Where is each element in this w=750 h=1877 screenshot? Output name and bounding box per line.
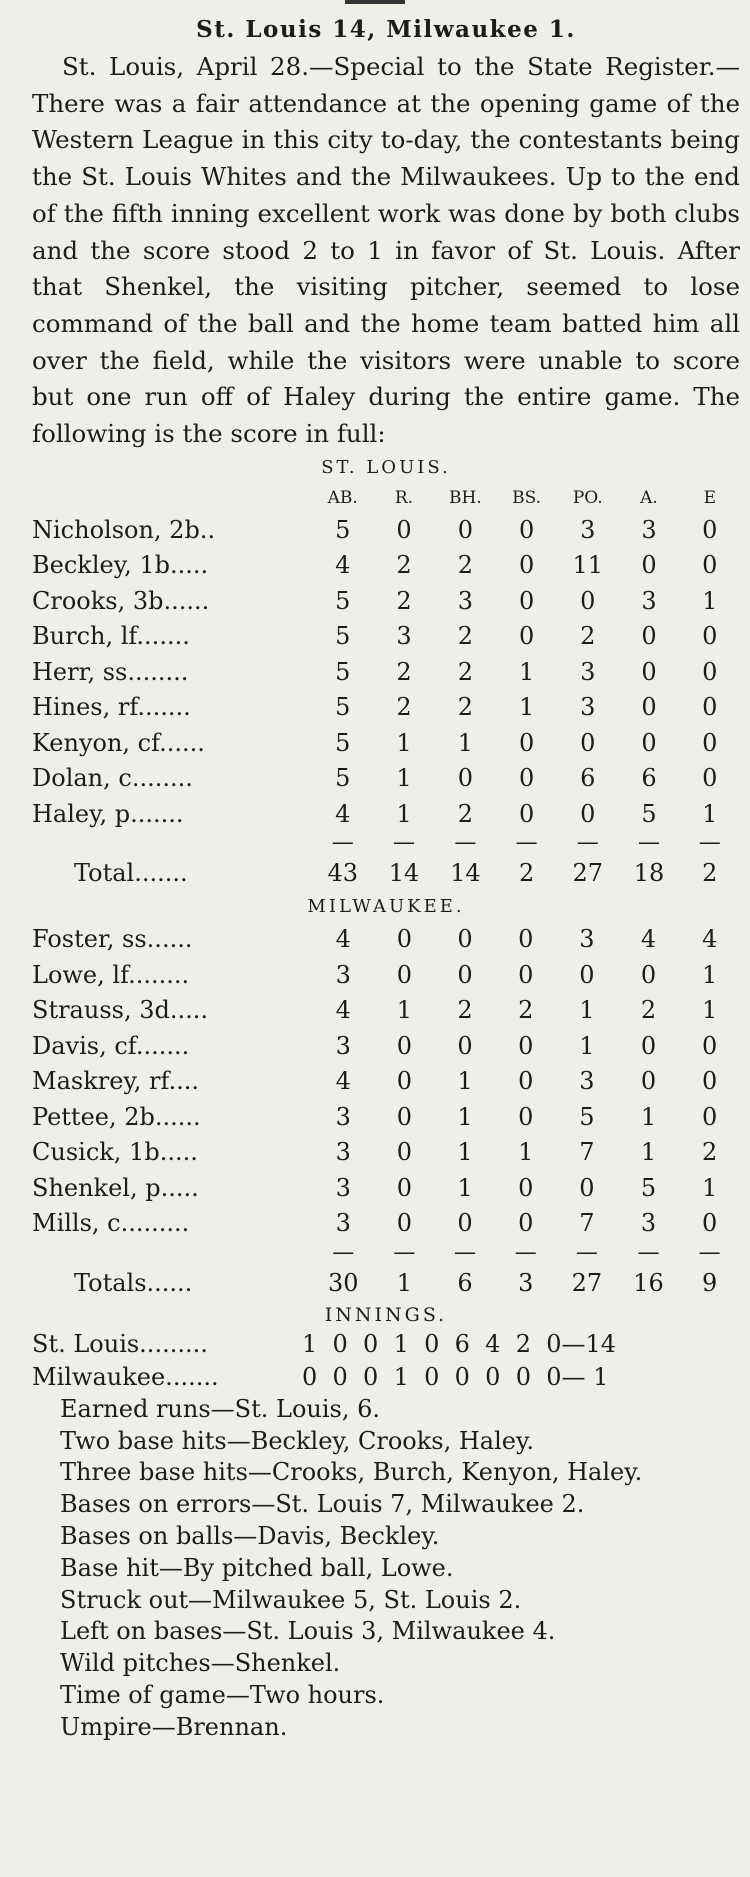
player-row	[32, 1206, 740, 1242]
player-name: Foster, ss......	[32, 925, 193, 954]
total-row	[32, 1264, 740, 1302]
stat-po: 7	[579, 1138, 595, 1167]
player-name: Davis, cf.......	[32, 1031, 190, 1060]
stat-e: 0	[702, 728, 718, 757]
stat-bs: 2	[518, 859, 535, 888]
summary-line: Base hit—By pitched ball, Lowe.	[60, 1553, 454, 1582]
stat-po: 0	[580, 586, 596, 615]
innings-team: Milwaukee.......	[32, 1362, 219, 1391]
stat-bh: 2	[457, 622, 473, 651]
stat-r: 0	[396, 925, 412, 954]
stat-po: 0	[579, 960, 595, 989]
dash-rule: —	[332, 1239, 355, 1265]
player-name: Lowe, lf........	[32, 960, 190, 989]
stat-bh: 1	[457, 1102, 473, 1131]
stat-e: 1	[702, 586, 718, 615]
stat-a: 3	[641, 586, 657, 615]
player-name: Haley, p.......	[32, 799, 184, 828]
player-row	[32, 548, 740, 584]
stat-r: 2	[396, 693, 412, 722]
stat-e: 2	[702, 859, 718, 888]
stat-bs: 0	[518, 551, 535, 580]
dash-rule: —	[331, 830, 354, 856]
stat-e: 1	[701, 1173, 718, 1202]
stat-a: 1	[640, 1138, 657, 1167]
innings-scores: 0 0 0 1 0 0 0 0 0— 1	[302, 1362, 609, 1391]
stat-ab: 3	[335, 1031, 351, 1060]
stat-r: 0	[396, 1138, 412, 1167]
stat-ab: 5	[335, 764, 351, 793]
stat-r: 1	[396, 996, 412, 1025]
stat-ab: 5	[335, 728, 351, 757]
stat-a: 0	[640, 1067, 657, 1096]
stat-e: 0	[701, 1102, 718, 1131]
summary-line: Bases on balls—Davis, Beckley.	[60, 1521, 440, 1550]
summary-line: Left on bases—St. Louis 3, Milwaukee 4.	[60, 1617, 556, 1646]
stat-bh: 2	[457, 551, 473, 580]
innings-scores: 1 0 0 1 0 6 4 2 0—14	[302, 1329, 617, 1358]
player-row	[32, 655, 740, 691]
innings-row	[32, 1361, 740, 1394]
stat-po: 3	[579, 1067, 595, 1096]
milwaukee-box-score	[32, 922, 740, 1302]
stat-ab: 3	[335, 1209, 351, 1238]
stat-a: 0	[641, 693, 657, 722]
stat-r: 2	[396, 657, 412, 686]
st-louis-box-score	[32, 483, 740, 893]
summary-line: Bases on errors—St. Louis 7, Milwaukee 2.	[60, 1490, 585, 1519]
total-label: Totals......	[74, 1268, 193, 1297]
stat-a: 5	[641, 799, 657, 828]
innings-heading: INNINGS.	[324, 1303, 448, 1326]
stat-a: 0	[641, 622, 657, 651]
innings-row	[32, 1328, 740, 1361]
stat-bh: 0	[457, 1209, 473, 1238]
stat-e: 2	[701, 1138, 718, 1167]
player-row	[32, 1029, 740, 1065]
col-po: PO.	[572, 487, 603, 508]
stat-bs: 0	[518, 1067, 534, 1096]
stat-r: 1	[396, 799, 412, 828]
col-e: E	[703, 487, 717, 508]
dash-rule: —	[575, 1239, 598, 1265]
summary-line: Struck out—Milwaukee 5, St. Louis 2.	[60, 1585, 522, 1614]
stat-bs: 0	[518, 960, 534, 989]
stat-a: 3	[640, 1209, 657, 1238]
stat-bh: 0	[457, 764, 473, 793]
stat-ab: 3	[335, 1138, 351, 1167]
innings-team: St. Louis.........	[32, 1329, 208, 1358]
stat-po: 3	[580, 693, 596, 722]
stat-r: 0	[396, 1031, 412, 1060]
stat-r: 2	[396, 586, 412, 615]
stat-ab: 4	[335, 996, 351, 1025]
stat-ab: 30	[327, 1268, 359, 1297]
stat-po: 0	[579, 1173, 595, 1202]
stat-e: 0	[702, 657, 718, 686]
stat-bh: 2	[457, 657, 473, 686]
stat-po: 1	[579, 996, 595, 1025]
stat-a: 0	[641, 728, 657, 757]
top-rule	[345, 0, 405, 4]
stat-bh: 0	[457, 925, 473, 954]
stat-r: 0	[396, 1173, 412, 1202]
player-name: Strauss, 3d.....	[32, 996, 208, 1025]
stat-a: 6	[641, 764, 657, 793]
stat-r: 1	[396, 728, 412, 757]
stat-po: 5	[579, 1102, 595, 1131]
stat-a: 0	[641, 657, 657, 686]
player-name: Burch, lf.......	[32, 622, 190, 651]
player-name: Kenyon, cf......	[32, 728, 205, 757]
stat-bs: 1	[518, 1138, 534, 1167]
st-louis-team-heading: ST. LOUIS.	[321, 456, 451, 478]
stat-bh: 1	[457, 728, 473, 757]
stat-bs: 0	[518, 1031, 534, 1060]
stat-ab: 3	[335, 1102, 351, 1131]
player-name: Dolan, c........	[32, 764, 193, 793]
stat-e: 1	[701, 996, 718, 1025]
summary-line: Earned runs—St. Louis, 6.	[60, 1394, 380, 1423]
stat-ab: 5	[335, 657, 351, 686]
stat-r: 14	[388, 859, 420, 888]
dash-rule: —	[393, 1239, 416, 1265]
stat-ab: 4	[335, 799, 351, 828]
player-name: Herr, ss........	[32, 657, 189, 686]
stat-ab: 5	[335, 693, 351, 722]
stat-ab: 4	[335, 925, 351, 954]
player-row	[32, 1064, 740, 1100]
player-name: Maskrey, rf....	[32, 1067, 200, 1096]
stat-r: 0	[396, 960, 412, 989]
stat-bs: 0	[518, 764, 535, 793]
player-row	[32, 584, 740, 620]
dash-rule: —	[637, 830, 660, 856]
stat-r: 0	[396, 1209, 412, 1238]
stat-bh: 0	[457, 515, 473, 544]
stat-ab: 3	[335, 960, 351, 989]
stat-bs: 1	[518, 693, 535, 722]
dash-rule: —	[392, 830, 415, 856]
stat-e: 0	[701, 1067, 718, 1096]
stat-po: 7	[579, 1209, 595, 1238]
stat-bh: 6	[457, 1268, 473, 1297]
stat-ab: 3	[335, 1173, 351, 1202]
player-name: Hines, rf.......	[32, 693, 191, 722]
total-rule-row	[32, 832, 740, 854]
stat-ab: 4	[335, 1067, 351, 1096]
story-paragraph	[32, 49, 740, 453]
column-header-row	[32, 483, 740, 513]
summary-line: Wild pitches—Shenkel.	[60, 1649, 341, 1678]
player-row	[32, 1135, 740, 1171]
total-row	[32, 854, 740, 892]
stat-a: 0	[641, 551, 657, 580]
stat-a: 1	[640, 1102, 657, 1131]
stat-bs: 0	[518, 622, 535, 651]
dash-rule: —	[454, 1239, 477, 1265]
stat-e: 0	[702, 622, 718, 651]
summary-line: Three base hits—Crooks, Burch, Kenyon, Haley.	[60, 1458, 643, 1487]
stat-e: 0	[701, 1209, 718, 1238]
stat-a: 4	[640, 925, 657, 954]
stat-po: 1	[579, 1031, 595, 1060]
stat-e: 1	[702, 799, 718, 828]
player-row	[32, 513, 740, 549]
dash-rule: —	[698, 1239, 721, 1265]
stat-ab: 43	[327, 859, 359, 888]
stat-r: 0	[396, 1102, 412, 1131]
stat-po: 2	[580, 622, 596, 651]
player-name: Cusick, 1b.....	[32, 1138, 198, 1167]
col-ab: AB.	[327, 487, 358, 508]
stat-e: 9	[701, 1268, 718, 1297]
stat-e: 0	[702, 515, 718, 544]
dash-rule: —	[454, 830, 477, 856]
stat-e: 1	[701, 960, 718, 989]
stat-bh: 3	[457, 586, 473, 615]
stat-bs: 0	[518, 728, 535, 757]
stat-po: 3	[579, 925, 595, 954]
stat-po: 27	[571, 1268, 603, 1297]
stat-bs: 0	[518, 1102, 534, 1131]
stat-r: 0	[396, 515, 412, 544]
stat-ab: 5	[335, 586, 351, 615]
story-text: St. Louis, April 28.—Special to the State Register.—There was a fair attendance at the opening game of the Western League in this city to-day, the contestants being the St. Louis Whites and the Milwaukees. Up to the end of the fifth inning excellent work was done by both clubs and the score stood 2 to 1 in favor of St. Louis. After that Shenkel, the visiting pitcher, seemed to lose command of the ball and the home team batted him all over the field, while the visitors were unable to score but one run off of Haley during the entire game. The following is the score in full:	[32, 52, 740, 449]
stat-e: 0	[702, 551, 718, 580]
stat-bh: 1	[457, 1067, 473, 1096]
stat-bs: 0	[518, 925, 534, 954]
stat-bh: 2	[457, 996, 473, 1025]
game-summary	[32, 1394, 740, 1744]
stat-e: 0	[702, 764, 718, 793]
milwaukee-team-heading: MILWAUKEE.	[307, 896, 465, 918]
total-label: Total.......	[74, 859, 188, 888]
dash-rule: —	[637, 1239, 660, 1265]
stat-po: 6	[580, 764, 596, 793]
stat-bh: 0	[457, 1031, 473, 1060]
stat-e: 0	[701, 1031, 718, 1060]
stat-bs: 0	[518, 1209, 534, 1238]
stat-a: 0	[640, 960, 657, 989]
player-row	[32, 690, 740, 726]
col-bh: BH.	[448, 487, 482, 508]
col-r: R.	[394, 487, 414, 508]
col-a: A.	[640, 487, 658, 508]
player-row	[32, 993, 740, 1029]
stat-a: 5	[640, 1173, 657, 1202]
stat-ab: 4	[335, 551, 351, 580]
stat-bs: 3	[518, 1268, 534, 1297]
player-row	[32, 958, 740, 994]
player-name: Mills, c.........	[32, 1209, 190, 1238]
stat-po: 11	[572, 551, 604, 580]
stat-bs: 2	[518, 996, 534, 1025]
stat-po: 27	[572, 859, 604, 888]
stat-bs: 0	[518, 586, 535, 615]
stat-bh: 0	[457, 960, 473, 989]
dash-rule: —	[514, 1239, 537, 1265]
player-row	[32, 1100, 740, 1136]
stat-bs: 0	[518, 1173, 534, 1202]
stat-po: 0	[580, 728, 596, 757]
player-row	[32, 1171, 740, 1207]
summary-line: Two base hits—Beckley, Crooks, Haley.	[60, 1426, 534, 1455]
stat-ab: 5	[335, 622, 351, 651]
stat-bs: 0	[518, 799, 535, 828]
player-row	[32, 726, 740, 762]
stat-a: 18	[633, 859, 665, 888]
player-row	[32, 922, 740, 958]
stat-bh: 2	[457, 799, 473, 828]
stat-r: 1	[396, 1268, 412, 1297]
stat-bh: 1	[457, 1138, 473, 1167]
player-row	[32, 797, 740, 833]
dash-rule: —	[515, 830, 538, 856]
player-row	[32, 619, 740, 655]
stat-bs: 1	[518, 657, 535, 686]
stat-bh: 2	[457, 693, 473, 722]
player-name: Shenkel, p.....	[32, 1173, 199, 1202]
stat-ab: 5	[335, 515, 351, 544]
dash-rule: —	[698, 830, 721, 856]
stat-po: 3	[580, 657, 596, 686]
stat-bh: 1	[457, 1173, 473, 1202]
stat-r: 0	[396, 1067, 412, 1096]
stat-a: 2	[640, 996, 657, 1025]
player-name: Pettee, 2b......	[32, 1102, 201, 1131]
dash-rule: —	[576, 830, 599, 856]
player-name: Crooks, 3b......	[32, 586, 210, 615]
stat-r: 2	[396, 551, 412, 580]
total-rule-row	[32, 1242, 740, 1264]
player-name: Beckley, 1b.....	[32, 551, 209, 580]
stat-a: 3	[641, 515, 657, 544]
player-name: Nicholson, 2b..	[32, 515, 216, 544]
col-bs: BS.	[512, 487, 542, 508]
summary-line: Time of game—Two hours.	[60, 1680, 385, 1709]
stat-po: 3	[580, 515, 596, 544]
stat-a: 16	[633, 1268, 664, 1297]
headline: St. Louis 14, Milwaukee 1.	[196, 16, 576, 43]
player-row	[32, 761, 740, 797]
stat-r: 1	[396, 764, 412, 793]
stat-bs: 0	[518, 515, 535, 544]
stat-e: 0	[702, 693, 718, 722]
stat-a: 0	[640, 1031, 657, 1060]
stat-e: 4	[701, 925, 718, 954]
stat-po: 0	[580, 799, 596, 828]
stat-bh: 14	[450, 859, 481, 888]
summary-line: Umpire—Brennan.	[60, 1712, 288, 1741]
stat-r: 3	[396, 622, 412, 651]
